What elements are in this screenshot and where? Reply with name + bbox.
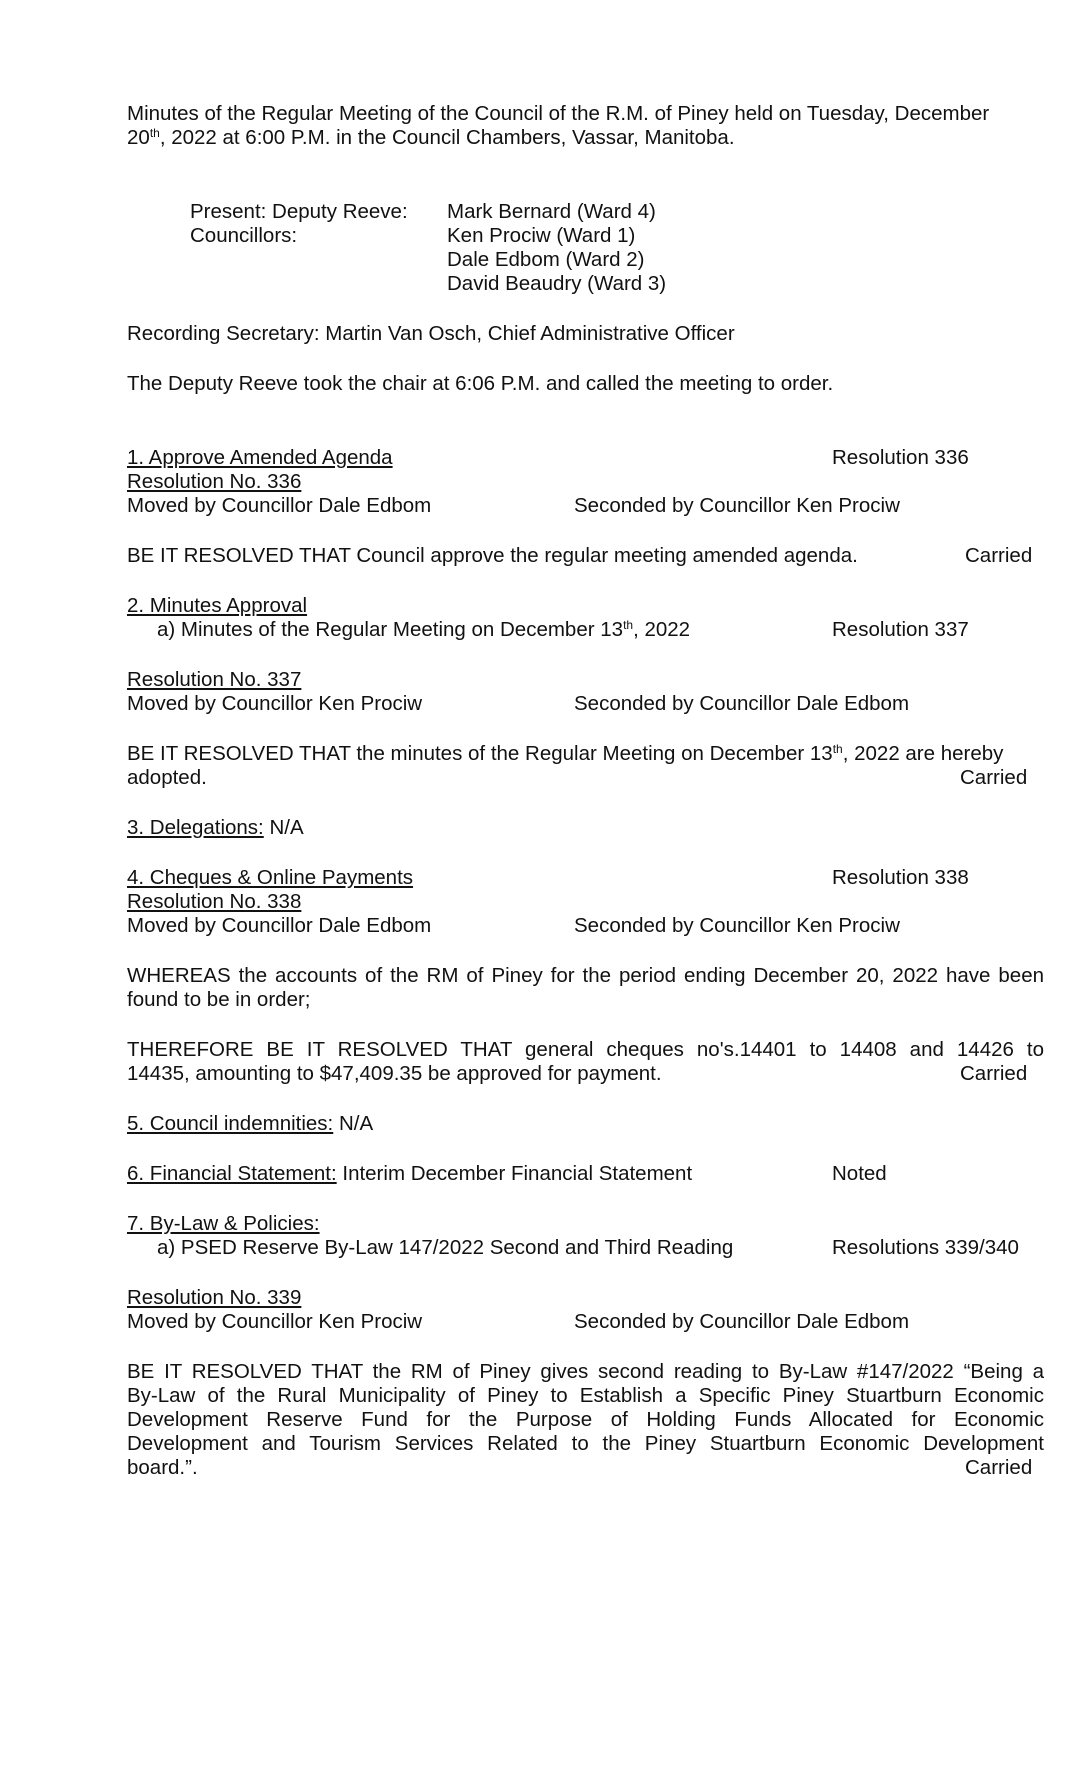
bylaw-text-line: BE IT RESOLVED THAT the RM of Piney gives second reading to By-Law #147/2022 “Being a	[127, 1360, 1044, 1383]
item-a-year: , 2022	[633, 618, 691, 641]
resolution-text-line-2: adopted.	[127, 766, 207, 789]
section-2-heading: 2. Minutes Approval	[127, 594, 308, 617]
resolution-number: Resolution No. 336	[127, 470, 302, 493]
item-a-text: a) Minutes of the Regular Meeting on December 13	[157, 618, 624, 641]
councillors-label: Councillors:	[190, 224, 298, 247]
section-5	[127, 1112, 373, 1136]
resolution-number: Resolution No. 338	[127, 890, 302, 913]
bylaw-text-line: Development Reserve Fund for the Purpose of Holding Funds Allocated for Economic	[127, 1408, 1044, 1431]
status-carried: Carried	[960, 1062, 1028, 1085]
section-4-heading: 4. Cheques & Online Payments	[127, 866, 414, 889]
chair-statement: The Deputy Reeve took the chair at 6:06 P.M. and called the meeting to order.	[127, 372, 834, 395]
moved-by: Moved by Councillor Dale Edbom	[127, 914, 432, 937]
section-6-value: Interim December Financial Statement	[336, 1162, 693, 1185]
intro-day-suffix: th	[149, 126, 160, 140]
section-5-value: N/A	[333, 1112, 374, 1135]
councillor-name: Ken Prociw (Ward 1)	[447, 224, 636, 247]
section-2-item-a	[157, 618, 690, 642]
section-3-heading: 3. Delegations:	[127, 816, 264, 839]
seconded-by: Seconded by Councillor Ken Prociw	[574, 494, 900, 517]
therefore-line-1: THEREFORE BE IT RESOLVED THAT general cheques no's.14401 to 14408 and 14426 to	[127, 1038, 1044, 1061]
therefore-line-2: 14435, amounting to $47,409.35 be approved for payment.	[127, 1062, 662, 1085]
intro-day: 20	[127, 126, 150, 149]
intro-line-1: Minutes of the Regular Meeting of the Council of the R.M. of Piney held on Tuesday, December	[127, 102, 990, 125]
intro-rest: , 2022 at 6:00 P.M. in the Council Chambers, Vassar, Manitoba.	[159, 126, 735, 149]
section-3-value: N/A	[263, 816, 304, 839]
section-1-resolution-ref: Resolution 336	[832, 446, 969, 469]
section-3	[127, 816, 304, 840]
bylaw-text-line: Development and Tourism Services Related to the Piney Stuartburn Economic Development	[127, 1432, 1044, 1455]
resolution-number: Resolution No. 337	[127, 668, 302, 691]
status-carried: Carried	[965, 1456, 1033, 1479]
section-2-resolution-ref: Resolution 337	[832, 618, 969, 641]
councillor-name: David Beaudry (Ward 3)	[447, 272, 667, 295]
councillor-name: Dale Edbom (Ward 2)	[447, 248, 645, 271]
seconded-by: Seconded by Councillor Dale Edbom	[574, 692, 910, 715]
seconded-by: Seconded by Councillor Ken Prociw	[574, 914, 900, 937]
recording-secretary: Recording Secretary: Martin Van Osch, Chief Administrative Officer	[127, 322, 735, 345]
resolution-number: Resolution No. 339	[127, 1286, 302, 1309]
status-carried: Carried	[960, 766, 1028, 789]
status-noted: Noted	[832, 1162, 887, 1185]
present-label: Present: Deputy Reeve:	[190, 200, 408, 223]
moved-by: Moved by Councillor Ken Prociw	[127, 1310, 423, 1333]
section-7-item-a: a) PSED Reserve By-Law 147/2022 Second and Third Reading	[157, 1236, 734, 1259]
resolution-text-suffix: th	[832, 742, 843, 756]
whereas-line-1: WHEREAS the accounts of the RM of Piney for the period ending December 20, 2022 have been	[127, 964, 1044, 987]
resolution-text-end: , 2022 are hereby	[842, 742, 1004, 765]
section-1-heading: 1. Approve Amended Agenda	[127, 446, 393, 469]
section-4-resolution-ref: Resolution 338	[832, 866, 969, 889]
moved-by: Moved by Councillor Ken Prociw	[127, 692, 423, 715]
deputy-reeve-name: Mark Bernard (Ward 4)	[447, 200, 656, 223]
section-5-heading: 5. Council indemnities:	[127, 1112, 334, 1135]
item-a-suffix: th	[623, 618, 634, 632]
status-carried: Carried	[965, 544, 1033, 567]
section-7-heading: 7. By-Law & Policies:	[127, 1212, 320, 1235]
section-6	[127, 1162, 692, 1186]
moved-by: Moved by Councillor Dale Edbom	[127, 494, 432, 517]
resolution-text	[127, 742, 1003, 766]
section-6-heading: 6. Financial Statement:	[127, 1162, 337, 1185]
seconded-by: Seconded by Councillor Dale Edbom	[574, 1310, 910, 1333]
resolution-text-start: BE IT RESOLVED THAT the minutes of the Regular Meeting on December 13	[127, 742, 833, 765]
bylaw-text-line: By-Law of the Rural Municipality of Piney to Establish a Specific Piney Stuartburn Economic	[127, 1384, 1044, 1407]
whereas-line-2: found to be in order;	[127, 988, 311, 1011]
intro-line-2	[127, 126, 735, 150]
resolution-text: BE IT RESOLVED THAT Council approve the regular meeting amended agenda.	[127, 544, 858, 567]
section-7-resolution-ref: Resolutions 339/340	[832, 1236, 1019, 1259]
bylaw-text-last: board.”.	[127, 1456, 198, 1479]
